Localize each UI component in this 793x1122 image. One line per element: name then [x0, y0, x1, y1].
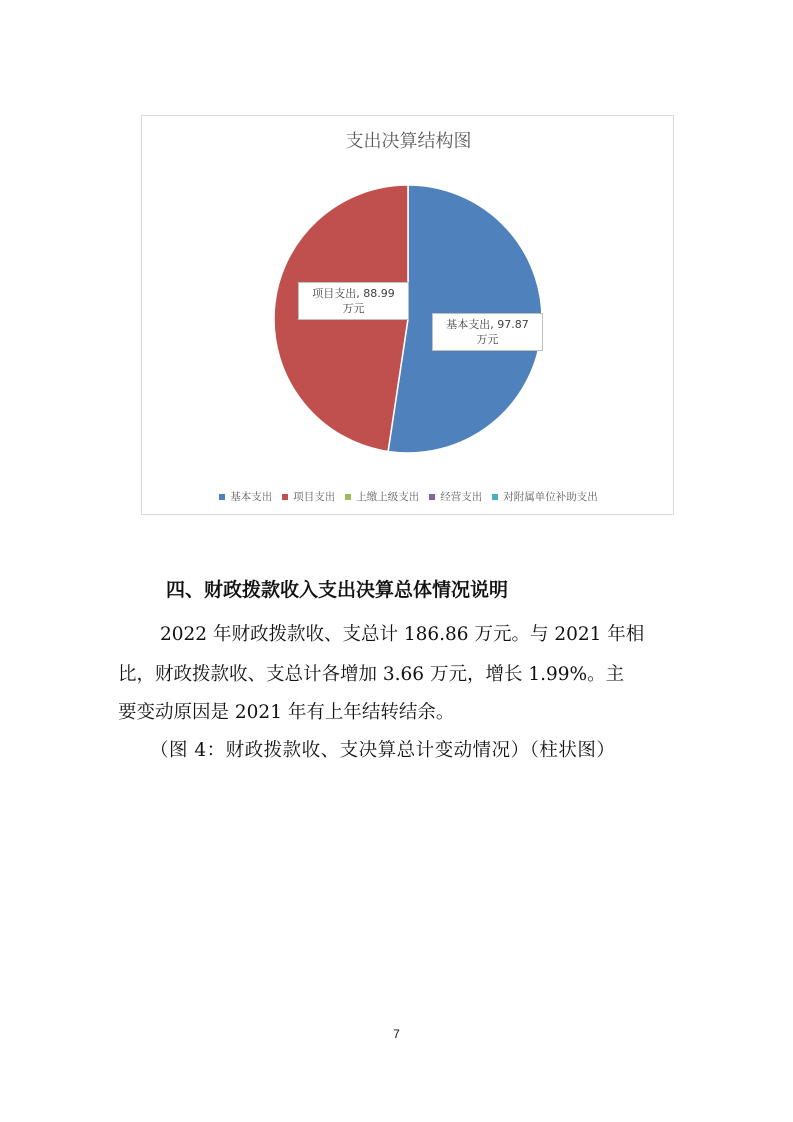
page-number: 7 [393, 1027, 400, 1041]
pie-chart-frame [141, 115, 674, 515]
legend-swatch [219, 494, 225, 500]
legend-label: 对附属单位补助支出 [503, 491, 598, 503]
legend-swatch [492, 494, 498, 500]
data-label-basic-expenditure [432, 313, 543, 351]
legend-item-remit [345, 489, 419, 504]
data-label-line1: 项目支出, 88.99 [312, 287, 395, 300]
data-label-project-expenditure [298, 282, 409, 320]
legend-label: 基本支出 [230, 491, 273, 503]
legend-item-basic [219, 489, 272, 504]
legend-swatch [429, 494, 435, 500]
chart-title: 支出决算结构图 [345, 131, 472, 152]
data-label-line2: 万元 [342, 302, 365, 315]
figure-caption: （图 4：财政拨款收、支决算总计变动情况）（柱状图） [150, 740, 616, 761]
paragraph-line-3: 要变动原因是 2021 年有上年结转结余。 [118, 702, 455, 723]
legend-item-subsidy [492, 489, 598, 504]
legend-item-project [282, 489, 335, 504]
data-label-line1: 基本支出, 97.87 [446, 318, 529, 331]
legend-swatch [345, 494, 351, 500]
data-label-line2: 万元 [476, 333, 499, 346]
chart-legend [142, 489, 675, 504]
paragraph-line-2: 比，财政拨款收、支总计各增加 3.66 万元，增长 1.99%。主 [118, 664, 625, 685]
legend-label: 上缴上级支出 [356, 491, 420, 503]
legend-label: 项目支出 [293, 491, 336, 503]
section-heading: 四、财政拨款收入支出决算总体情况说明 [166, 579, 509, 601]
legend-swatch [282, 494, 288, 500]
legend-item-business [429, 489, 482, 504]
paragraph-line-1: 2022 年财政拨款收、支总计 186.86 万元。与 2021 年相 [160, 624, 645, 645]
legend-label: 经营支出 [440, 491, 483, 503]
